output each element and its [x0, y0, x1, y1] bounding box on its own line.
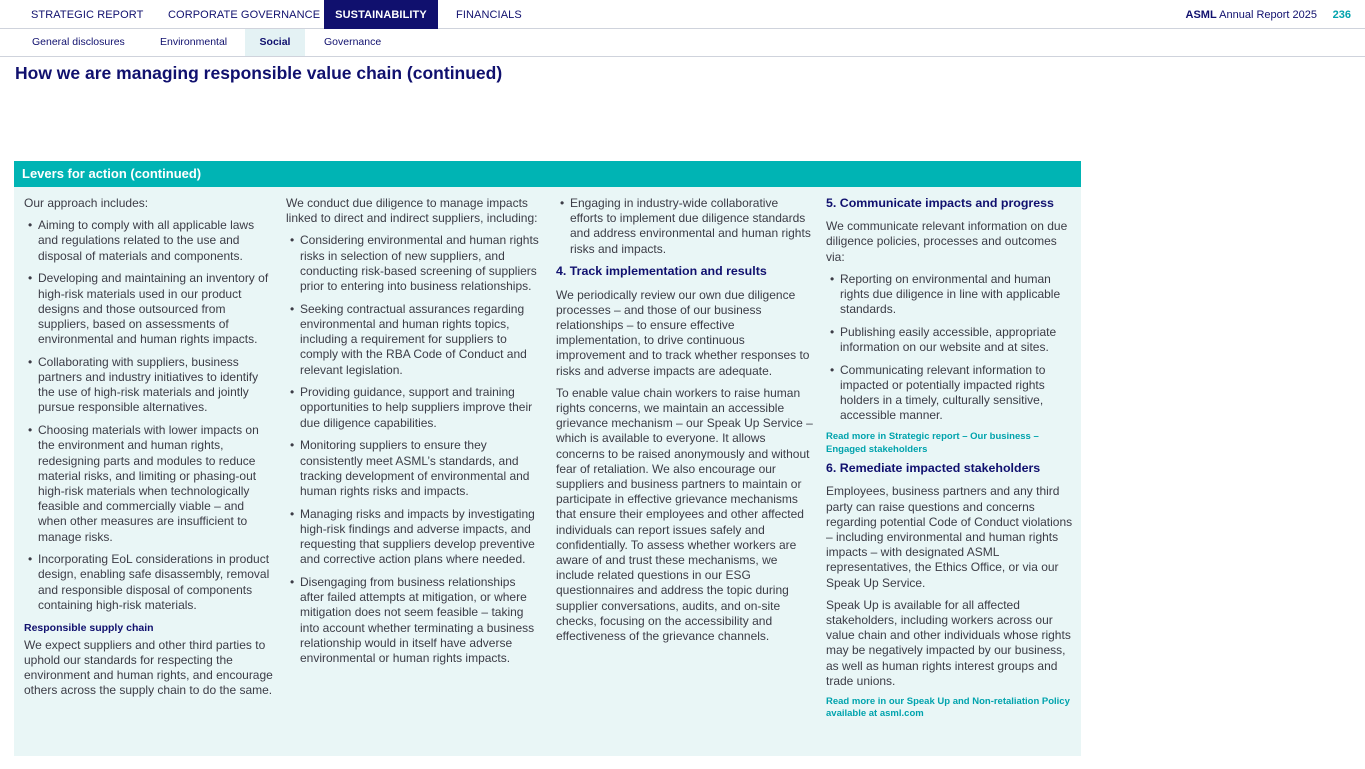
- tab-strategic-report[interactable]: STRATEGIC REPORT: [31, 9, 144, 21]
- list-item: • Incorporating EoL considerations in product design, enabling safe disassembly, removal and responsible disposal of components containing high-risk materials.: [24, 552, 276, 613]
- list-item: • Seeking contractual assurances regarding environmental and human rights topics, including a requirement for suppliers to comply with the RBA Code of Conduct and relevant legislation.: [286, 302, 540, 378]
- column-2: [286, 196, 540, 674]
- tab-sustainability[interactable]: SUSTAINABILITY: [324, 0, 438, 29]
- tab-financials[interactable]: FINANCIALS: [456, 9, 522, 21]
- list-item: • Reporting on environmental and human rights due diligence in line with applicable standards.: [826, 272, 1074, 318]
- subtab-environmental[interactable]: Environmental: [160, 36, 228, 48]
- engaged-stakeholders-link[interactable]: Read more in Strategic report – Our business – Engaged stakeholders: [826, 431, 1039, 455]
- report-name: Annual Report 2025: [1219, 9, 1317, 21]
- list-item: • Engaging in industry-wide collaborative efforts to implement due diligence standards and address environmental and human rights risks and impacts.: [556, 196, 814, 257]
- page-number: 236: [1332, 9, 1351, 21]
- report-title: [1186, 0, 1317, 31]
- col4-bullet-list: [826, 272, 1074, 424]
- list-item: • Managing risks and impacts by investigating high-risk findings and adverse impacts, and requesting that suppliers develop preventive and corrective action plans where needed.: [286, 507, 540, 568]
- col3-paragraph: To enable value chain workers to raise human rights concerns, we maintain an accessible grievance mechanism – our Speak Up Service – which is available to everyone. It allows concerns to be raised anonymously and without fear of retaliation. We also encourage our suppliers and business partners to maintain or participate in effective grievance mechanisms that ensure their employees and other affected individuals can report issues safely and confidentially. To assess whether workers are aware of and trust these mechanisms, we include related questions in our ESG questionnaires and address the topic during supplier conversations, audits, and on-site checks, focusing on the accessibility and effectiveness of the grievance channels.: [556, 385, 813, 643]
- speak-up-policy-link[interactable]: Read more in our Speak Up and Non-retaliation Policy available at asml.com: [826, 695, 1070, 720]
- page-title: How we are managing responsible value chain (continued): [15, 63, 503, 83]
- list-item: • Disengaging from business relationships after failed attempts at mitigation, or where mitigation does not seem feasible – taking into account whether terminating a business relationship would in itself have adverse environmental or human rights impacts.: [286, 575, 540, 666]
- list-item: • Developing and maintaining an inventory of high-risk materials used in our product designs and those outsourced from suppliers, based on assessments of environmental and human rights impacts.: [24, 271, 276, 347]
- top-navigation: [0, 0, 1365, 29]
- list-item: • Communicating relevant information to impacted or potentially impacted rights holders in a timely, culturally sensitive, accessible manner.: [826, 363, 1074, 424]
- col3-bullet-list: [556, 196, 814, 257]
- list-item: • Aiming to comply with all applicable laws and regulations related to the use and disposal of materials and components.: [24, 218, 276, 264]
- list-item: • Choosing materials with lower impacts on the environment and human rights, redesigning parts and modules to reduce material risks, and limiting or phasing-out high-risk materials when technologically feasible and commercially viable – and when other measures are insufficient to manage risks.: [24, 423, 276, 545]
- col4-paragraph: Speak Up is available for all affected stakeholders, including workers across our value chain and other individuals whose rights may be negatively impacted by our business, as well as human rights interest groups and trade unions.: [826, 597, 1071, 688]
- column-1: [24, 196, 276, 706]
- list-item: • Collaborating with suppliers, business partners and industry initiatives to identify the use of high-risk materials and jointly pursue responsible alternatives.: [24, 355, 276, 416]
- subtab-general-disclosures[interactable]: General disclosures: [32, 36, 125, 48]
- col4-paragraph: Employees, business partners and any third party can raise questions and concerns regarding potential Code of Conduct violations – including environmental and human rights impacts – with designated ASML representatives, the Ethics Office, or via our Speak Up Service.: [826, 484, 1073, 590]
- subtab-governance[interactable]: Governance: [324, 36, 382, 48]
- col1-bullet-list: [24, 218, 276, 613]
- subtab-social[interactable]: Social: [245, 29, 305, 56]
- list-item: • Monitoring suppliers to ensure they consistently meet ASML’s standards, and tracking development of environmental and human rights risks and impacts.: [286, 438, 540, 499]
- col3-paragraph: We periodically review our own due diligence processes – and those of our business relationships – to ensure effective implementation, to drive continuous improvement and to track whether responses to risks and adverse impacts are adequate.: [556, 287, 810, 378]
- track-implementation-heading: 4. Track implementation and results: [556, 264, 767, 279]
- panel-header: Levers for action (continued): [14, 161, 1081, 187]
- communicate-impacts-heading: 5. Communicate impacts and progress: [826, 196, 1054, 210]
- column-4: [826, 196, 1074, 726]
- responsible-supply-chain-heading: Responsible supply chain: [24, 621, 154, 634]
- list-item: • Providing guidance, support and training opportunities to help suppliers improve their due diligence capabilities.: [286, 385, 540, 431]
- brand-name: ASML: [1185, 9, 1217, 21]
- col2-intro: We conduct due diligence to manage impacts linked to direct and indirect suppliers, including:: [286, 196, 538, 226]
- col1-closing: We expect suppliers and other third parties to uphold our standards for respecting the environment and human rights, and encourage others across the supply chain to do the same.: [24, 637, 273, 698]
- tab-corporate-governance[interactable]: CORPORATE GOVERNANCE: [168, 9, 321, 21]
- levers-panel: [14, 161, 1081, 756]
- remediate-stakeholders-heading: 6. Remediate impacted stakeholders: [826, 461, 1041, 476]
- list-item: • Considering environmental and human rights risks in selection of new suppliers, and conducting risk-based screening of suppliers prior to entering into business relationships.: [286, 233, 540, 294]
- col1-intro: Our approach includes:: [24, 196, 149, 210]
- list-item: • Publishing easily accessible, appropriate information on our website and at sites.: [826, 325, 1074, 355]
- col2-bullet-list: [286, 233, 540, 666]
- col4-intro: We communicate relevant information on due diligence policies, processes and outcomes via:: [826, 219, 1068, 264]
- sub-navigation: [0, 29, 1365, 57]
- column-3: [556, 196, 814, 651]
